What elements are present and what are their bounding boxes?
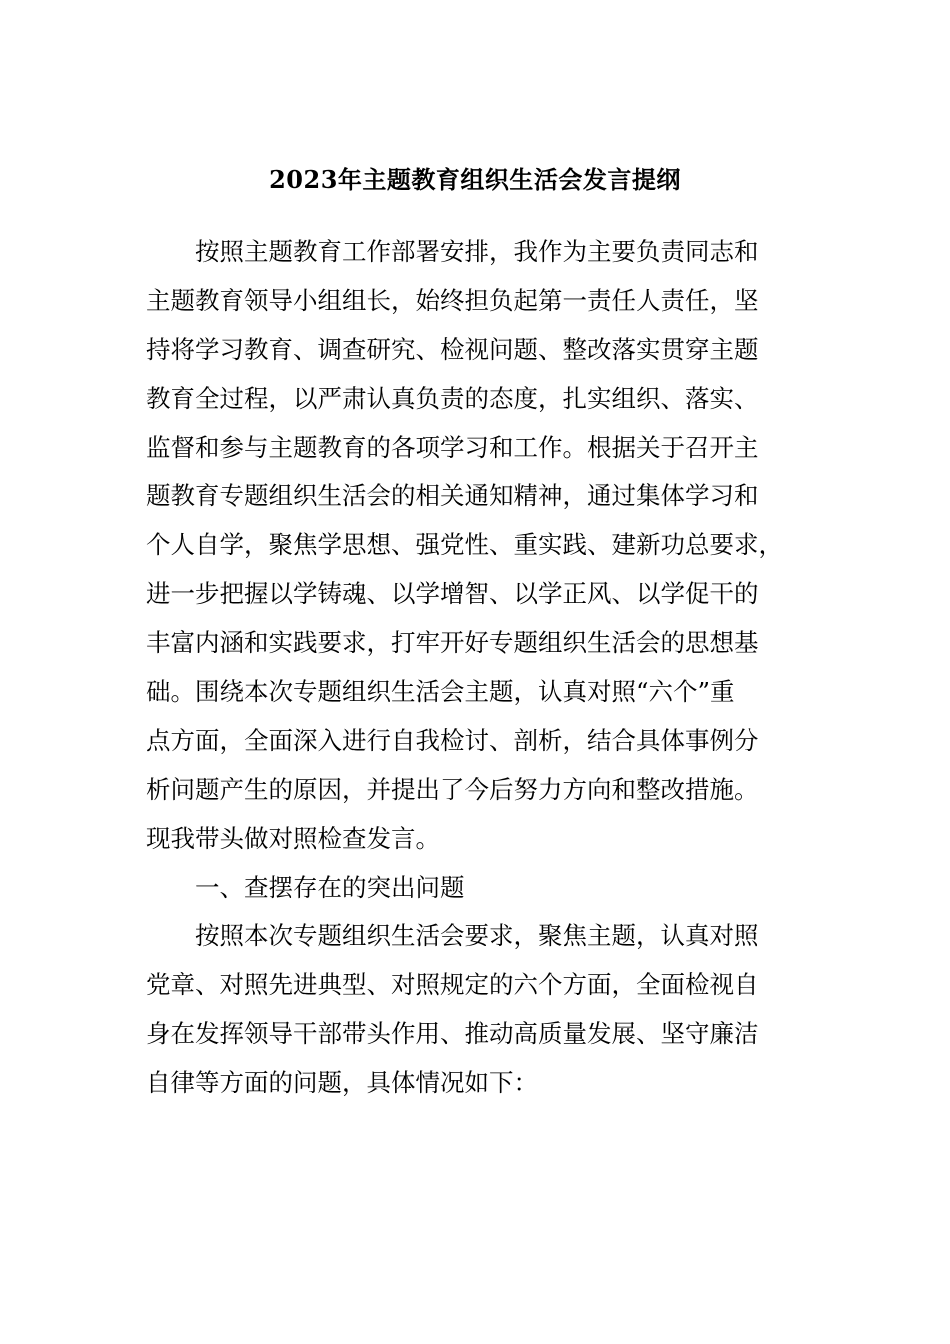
paragraph-line: 丰富内涵和实践要求，打牢开好专题组织生活会的思想基 xyxy=(146,628,759,658)
paragraph-line: 个人自学，聚焦学思想、强党性、重实践、建新功总要求， xyxy=(146,530,783,560)
document-title: 2023年主题教育组织生活会发言提纲 xyxy=(269,165,681,194)
paragraph-line: 题教育专题组织生活会的相关通知精神，通过集体学习和 xyxy=(146,481,759,511)
paragraph-line: 教育全过程，以严肃认真负责的态度，扎实组织、落实、 xyxy=(146,383,759,413)
paragraph-line: 自律等方面的问题，具体情况如下： xyxy=(146,1068,538,1098)
paragraph-line: 点方面，全面深入进行自我检讨、剖析，结合具体事例分 xyxy=(146,725,759,755)
paragraph-line: 进一步把握以学铸魂、以学增智、以学正风、以学促干的 xyxy=(146,579,759,609)
paragraph-line: 析问题产生的原因，并提出了今后努力方向和整改措施。 xyxy=(146,774,759,804)
paragraph-line: 身在发挥领导干部带头作用、推动高质量发展、坚守廉洁 xyxy=(146,1019,759,1049)
paragraph-line: 持将学习教育、调查研究、检视问题、整改落实贯穿主题 xyxy=(146,334,759,364)
paragraph-line: 党章、对照先进典型、对照规定的六个方面，全面检视自 xyxy=(146,970,759,1000)
paragraph-line: 主题教育领导小组组长，始终担负起第一责任人责任，坚 xyxy=(146,285,759,315)
paragraph-line: 础。围绕本次专题组织生活会主题，认真对照“六个”重 xyxy=(146,677,735,707)
document-body xyxy=(146,228,786,1108)
paragraph-line: 按照主题教育工作部署安排，我作为主要负责同志和 xyxy=(195,237,759,266)
paragraph-line: 现我带头做对照检查发言。 xyxy=(146,823,440,853)
paragraph-line: 监督和参与主题教育的各项学习和工作。根据关于召开主 xyxy=(146,432,759,462)
paragraph-line: 按照本次专题组织生活会要求，聚焦主题，认真对照 xyxy=(195,921,759,951)
section-heading: 一、查摆存在的突出问题 xyxy=(195,872,465,902)
